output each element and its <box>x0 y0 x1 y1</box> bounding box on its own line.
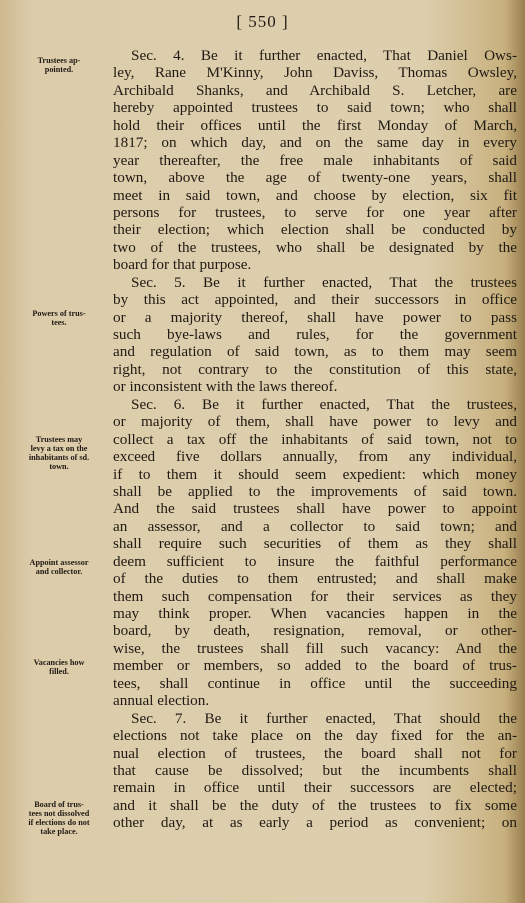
margin-note-line: Trustees may <box>35 435 83 444</box>
text-line: ley, Rane M'Kinny, John Daviss, Thomas Owsley, <box>113 64 517 82</box>
text-line: that cause be dissolved; but the incumbents shall <box>113 761 517 779</box>
margin-note-line: Powers of trus- <box>32 309 86 318</box>
margin-note-line: Board of trus- <box>34 800 84 809</box>
text-line: hold their offices until the first Monday of March, <box>113 116 517 134</box>
text-line: deem sufficient to insure the faithful performance <box>113 552 517 570</box>
margin-note-line: inhabitants of sd. <box>28 453 90 462</box>
text-line: an assessor, and a collector to said town; and <box>113 517 517 535</box>
text-line: persons for trustees, to serve for one year after <box>113 203 517 221</box>
margin-note-assessor-collector <box>6 558 112 576</box>
text-line: if to them it should seem expedient: which money <box>113 465 517 483</box>
margin-note-line: levy a tax on the <box>30 444 88 453</box>
text-line: elections not take place on the day fixed for the an- <box>113 727 517 745</box>
statute-text <box>113 47 517 832</box>
text-line: 1817; on which day, and on the same day in every <box>113 134 517 152</box>
text-line: such bye-laws and rules, for the government <box>113 326 517 343</box>
text-line: member or members, so added to the board of trus- <box>113 657 517 675</box>
text-line: remain in office until their successors are elected; <box>113 779 517 797</box>
text-line: annual election. <box>113 692 210 710</box>
text-line: board for that purpose. <box>113 256 252 274</box>
margin-note-line: pointed. <box>44 65 74 74</box>
text-line: their election; which election shall be conducted by <box>113 221 517 239</box>
text-line: wise, the trustees shall fill such vacancy: And the <box>113 639 517 657</box>
text-line: or a majority thereof, shall have power to pass <box>113 308 517 326</box>
text-line: And the said trustees shall have power to appoint <box>113 500 517 518</box>
text-line: shall require such securities of them as they shall <box>113 535 517 553</box>
margin-note-line: if elections do not <box>28 818 90 827</box>
text-line: by this act appointed, and their successors in office <box>113 291 517 309</box>
text-line: and it shall be the duty of the trustees to fix some <box>113 796 517 814</box>
text-line: may think proper. When vacancies happen in the <box>113 605 517 622</box>
page-number: [ 550 ] <box>236 12 289 31</box>
margin-note-trustees-appointed <box>6 56 112 74</box>
text-line: right, not contrary to the constitution of this state, <box>113 360 517 378</box>
text-line: meet in said town, and choose by election, six fit <box>113 186 517 204</box>
text-line: or majority of them, shall have power to levy and <box>113 413 517 431</box>
margin-note-vacancies <box>6 658 112 676</box>
margin-note-line: Trustees ap- <box>37 56 81 65</box>
text-line: or inconsistent with the laws thereof. <box>113 378 338 396</box>
text-line: two of the trustees, who shall be designated by the <box>113 238 517 256</box>
margin-note-line: tees not dissolved <box>28 809 90 818</box>
text-line: Sec. 7. Be it further enacted, That should the <box>131 709 517 727</box>
text-line: them such compensation for their services as they <box>113 587 517 605</box>
text-line: Sec. 6. Be it further enacted, That the trustees, <box>131 395 517 413</box>
margin-note-line: tees. <box>51 318 67 327</box>
text-line: exceed five dollars annually, from any individual, <box>113 448 517 466</box>
text-line: and regulation of said town, as to them may seem <box>113 343 517 361</box>
margin-note-line: Appoint assessor <box>29 558 89 567</box>
text-line: year thereafter, the free male inhabitants of said <box>113 151 517 169</box>
text-line: tees, shall continue in office until the succeeding <box>113 674 517 692</box>
margin-note-powers-of-trustees <box>6 309 112 327</box>
text-line: of the duties to them entrusted; and shall make <box>113 570 517 588</box>
margin-note-line: filled. <box>49 667 69 676</box>
margin-note-line: and collector. <box>35 567 83 576</box>
text-line: shall be applied to the improvements of said town. <box>113 482 517 500</box>
margin-note-line: take place. <box>40 827 78 836</box>
text-line: town, above the age of twenty-one years, shall <box>113 169 517 187</box>
text-line: hereby appointed trustees to said town; who shall <box>113 99 517 117</box>
text-line: nual election of trustees, the board shall not for <box>113 744 517 762</box>
text-line: board, by death, resignation, removal, or other- <box>113 622 517 640</box>
text-line: other day, at as early a period as convenient; on <box>113 814 517 832</box>
text-line: Sec. 4. Be it further enacted, That Daniel Ows- <box>131 47 517 64</box>
margin-note-levy-tax <box>6 435 112 471</box>
margin-note-line: Vacancies how <box>33 658 85 667</box>
margin-note-line: town. <box>49 462 69 471</box>
margin-note-board-not-dissolved <box>6 800 112 836</box>
text-line: collect a tax off the inhabitants of said town, not to <box>113 430 517 448</box>
text-line: Archibald Shanks, and Archibald S. Letcher, are <box>113 81 517 99</box>
text-line: Sec. 5. Be it further enacted, That the trustees <box>131 273 517 291</box>
